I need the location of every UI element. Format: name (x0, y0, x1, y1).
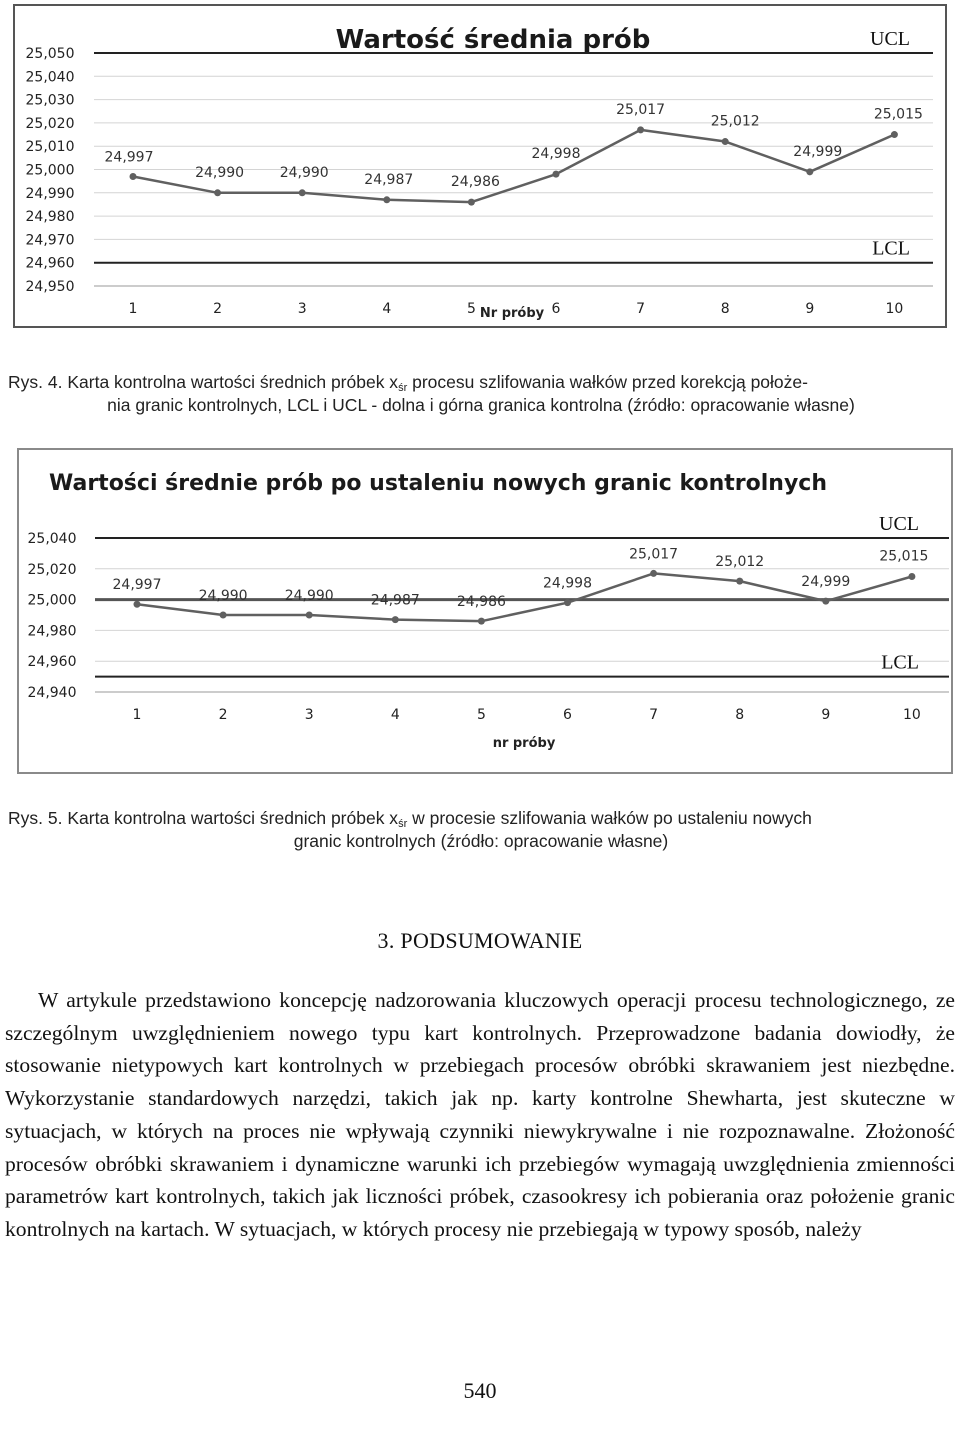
x-tick-label: 7 (649, 707, 659, 723)
data-point (722, 138, 729, 145)
x-tick-label: 5 (476, 707, 486, 723)
x-tick-label: 10 (885, 301, 904, 317)
data-point (822, 598, 829, 605)
caption-text-cont: procesu szlifowania wałków przed korekcją położe- (407, 372, 808, 392)
x-tick-label: 3 (304, 707, 314, 723)
chart-svg (19, 450, 951, 772)
data-point (468, 199, 475, 206)
y-tick-label: 24,960 (27, 654, 77, 671)
y-tick-label: 25,040 (27, 531, 77, 547)
data-point (736, 578, 743, 585)
chart-title: Wartości średnie prób po ustaleniu nowych granic kontrolnych (49, 471, 827, 496)
x-tick-label: 2 (218, 707, 228, 723)
data-label: 25,012 (715, 554, 765, 571)
data-label: 24,998 (531, 146, 581, 163)
data-point (564, 599, 571, 606)
data-point (392, 616, 399, 623)
x-tick-label: 4 (390, 707, 400, 723)
caption-line-2: granic kontrolnych (źródło: opracowanie własne) (293, 831, 669, 851)
data-point (299, 189, 306, 196)
caption-label: Rys. 5. (8, 808, 63, 828)
data-point (220, 612, 227, 619)
y-tick-label: 25,020 (25, 115, 75, 132)
y-tick-label: 24,980 (27, 623, 77, 640)
caption-subscript: śr (398, 382, 408, 394)
y-tick-label: 25,030 (25, 92, 75, 109)
data-label: 24,999 (801, 574, 851, 591)
y-tick-label: 24,940 (27, 685, 77, 701)
y-tick-label: 24,990 (25, 185, 75, 202)
x-tick-label: 3 (297, 301, 307, 317)
x-tick-label: 6 (551, 301, 561, 317)
x-axis-label: nr próby (492, 736, 556, 751)
data-label: 25,017 (629, 546, 679, 563)
y-tick-label: 25,020 (27, 561, 77, 578)
data-label: 25,015 (879, 548, 929, 565)
figure-caption-4 (8, 371, 954, 417)
section-heading: 3. PODSUMOWANIE (377, 928, 583, 953)
y-tick-label: 25,040 (25, 69, 75, 86)
data-label: 24,987 (364, 171, 414, 188)
ucl-label: UCL (870, 28, 910, 50)
data-point (134, 601, 141, 608)
data-point (478, 618, 485, 625)
series-line (133, 130, 894, 202)
x-tick-label: 8 (720, 301, 730, 317)
data-label: 24,990 (198, 588, 248, 604)
y-tick-label: 25,000 (25, 162, 75, 179)
x-tick-label: 7 (636, 301, 646, 317)
data-label: 24,990 (279, 164, 329, 181)
data-point (806, 168, 813, 175)
x-tick-label: 10 (902, 707, 921, 723)
x-tick-label: 8 (735, 707, 745, 723)
page-number: 540 (463, 1378, 497, 1403)
data-point (650, 570, 657, 577)
data-point (553, 171, 560, 178)
y-tick-label: 25,050 (25, 46, 75, 62)
data-label: 25,012 (710, 113, 760, 130)
lcl-label: LCL (872, 237, 910, 260)
caption-text: Karta kontrolna wartości średnich próbek x (67, 808, 399, 828)
paragraph-text: W artykule przedstawiono koncepcję nadzorowania kluczowych operacji procesu technologicznego, ze szczególnym uwzględnieniem nowego typu kart kontrolnych. Przeprowadzone badania dowiodły, że stosowanie nietypowych kart kontrolnych w przebiegach procesów obróbki skrawaniem jest niezbędne. Wykorzystanie standardowych narzędzi, takich jak np. karty kontrolne Shewharta, jest skuteczne w sytuacjach, w których na proces nie wpływają czynniki niewykrywalne i nie rozpoznawalne. Złożoność procesów obróbki skrawaniem i dynamiczne warunki ich przebiegów wymagają uwzględnienia zmienności parametrów kart kontrolnych, takich jak liczności próbek, czasookresy ich pobierania oraz położenie granic kontrolnych na kartach. W sytuacjach, w których procesy nie przebiegają w typowy sposób, należy (5, 988, 955, 1241)
data-label: 24,987 (370, 592, 420, 609)
data-point (306, 612, 313, 619)
x-tick-label: 9 (805, 301, 815, 317)
x-tick-label: 1 (128, 301, 138, 317)
chart-control-before-correction (13, 4, 947, 328)
data-point (214, 189, 221, 196)
series-line (137, 573, 912, 621)
x-tick-label: 1 (132, 707, 142, 723)
y-tick-label: 25,000 (27, 592, 77, 609)
data-label: 24,997 (112, 577, 162, 594)
data-label: 24,997 (104, 149, 154, 166)
data-point (130, 173, 137, 180)
data-label: 24,990 (195, 164, 245, 181)
data-point (908, 573, 915, 580)
lcl-label: LCL (881, 651, 919, 674)
x-tick-label: 2 (213, 301, 223, 317)
x-tick-label: 9 (821, 707, 831, 723)
caption-line-2: nia granic kontrolnych, LCL i UCL - dolna i górna granica kontrolna (źródło: opracowanie własne) (107, 395, 855, 415)
chart-control-after-new-limits (17, 448, 953, 774)
y-tick-label: 25,010 (25, 139, 75, 156)
x-axis-label: Nr próby (479, 306, 545, 321)
caption-text: Karta kontrolna wartości średnich próbek x (67, 372, 399, 392)
caption-label: Rys. 4. (8, 372, 63, 392)
ucl-label: UCL (879, 513, 919, 535)
data-label: 25,015 (873, 106, 923, 123)
y-tick-label: 24,960 (25, 255, 75, 272)
data-label: 25,017 (616, 101, 666, 118)
paragraph (5, 984, 955, 1246)
caption-text-cont: w procesie szlifowania wałków po ustaleniu nowych (407, 808, 812, 828)
data-label: 24,998 (543, 575, 592, 592)
data-point (891, 131, 898, 138)
data-point (383, 196, 390, 203)
x-tick-label: 6 (563, 707, 572, 723)
y-tick-label: 24,950 (25, 279, 75, 295)
x-tick-label: 4 (382, 301, 392, 317)
data-label: 24,986 (450, 174, 500, 191)
chart-svg (15, 6, 945, 326)
data-point (637, 126, 644, 133)
caption-subscript: śr (398, 818, 408, 830)
data-label: 24,999 (793, 143, 843, 160)
body-text (5, 984, 955, 1246)
x-tick-label: 5 (466, 301, 476, 317)
data-label: 24,986 (456, 594, 506, 611)
data-label: 24,990 (284, 588, 334, 604)
figure-caption-5 (8, 807, 954, 853)
y-tick-label: 24,970 (25, 232, 75, 249)
chart-title: Wartość średnia prób (335, 25, 651, 55)
y-tick-label: 24,980 (25, 209, 75, 226)
